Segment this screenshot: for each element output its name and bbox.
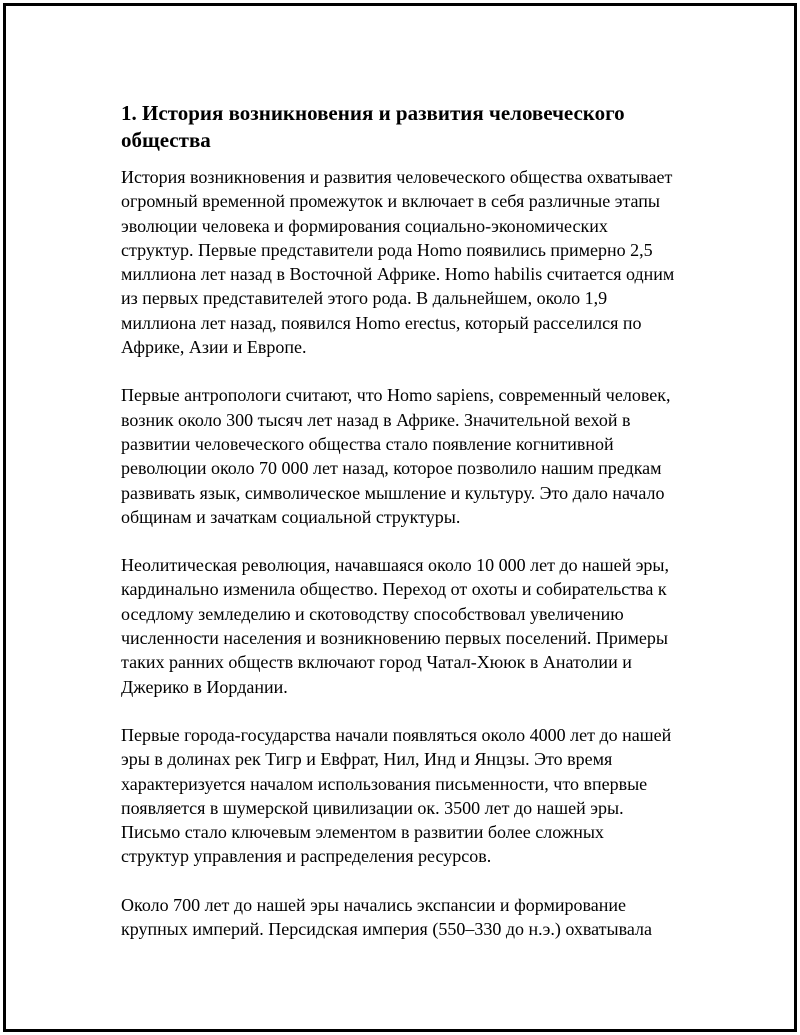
- text-line: оседлому земледелию и скотоводству способствовал увеличению: [121, 603, 624, 624]
- heading-line: общества: [121, 128, 211, 152]
- paragraph-city-states: [121, 723, 701, 869]
- paragraph-homo-sapiens: [121, 383, 701, 529]
- text-line: из первых представителей этого рода. В дальнейшем, около 1,9: [121, 288, 608, 309]
- heading-line: 1. История возникновения и развития человеческого: [121, 101, 625, 125]
- text-line: огромный временной промежуток и включает в себя различные этапы: [121, 191, 661, 212]
- text-line: кардинально изменила общество. Переход от охоты и собирательства к: [121, 579, 667, 600]
- text-line: эры в долинах рек Тигр и Евфрат, Нил, Инд и Янцзы. Это время: [121, 749, 613, 770]
- text-line: структур. Первые представители рода Homo появились примерно 2,5: [121, 239, 653, 260]
- text-line: возник около 300 тысяч лет назад в Африке. Значительной вехой в: [121, 409, 631, 430]
- text-line: численности населения и возникновению первых поселений. Примеры: [121, 628, 669, 649]
- paragraph-homo-origins: [121, 165, 701, 359]
- paragraph-empires: [121, 893, 701, 942]
- text-line: развивать язык, символическое мышление и культуру. Это дало начало: [121, 482, 665, 503]
- text-line: Неолитическая революция, начавшаяся около 10 000 лет до нашей эры,: [121, 555, 670, 576]
- text-line: Письмо стало ключевым элементом в развитии более сложных: [121, 822, 604, 843]
- text-line: появляется в шумерской цивилизации ок. 3500 лет до нашей эры.: [121, 797, 624, 818]
- text-line: структур управления и распределения ресурсов.: [121, 846, 492, 867]
- text-line: Около 700 лет до нашей эры начались экспансии и формирование: [121, 894, 626, 915]
- text-line: Африке, Азии и Европе.: [121, 337, 307, 358]
- text-line: крупных империй. Персидская империя (550–330 до н.э.) охватывала: [121, 919, 653, 940]
- page-border: [3, 3, 797, 1032]
- text-line: характеризуется началом использования письменности, что впервые: [121, 773, 648, 794]
- text-line: Первые города-государства начали появляться около 4000 лет до нашей: [121, 724, 672, 745]
- text-line: эволюции человека и формирования социально-экономических: [121, 215, 608, 236]
- text-line: Первые антропологи считают, что Homo sapiens, современный человек,: [121, 385, 671, 406]
- text-line: Джерико в Иордании.: [121, 676, 288, 697]
- document-body: [121, 100, 701, 965]
- section-heading: [121, 100, 701, 154]
- paragraph-neolithic: [121, 553, 701, 699]
- text-line: таких ранних обществ включают город Чатал-Хююк в Анатолии и: [121, 652, 632, 673]
- text-line: История возникновения и развития человеческого общества охватывает: [121, 167, 673, 187]
- text-line: общинам и зачаткам социальной структуры.: [121, 506, 461, 527]
- text-line: миллиона лет назад в Восточной Африке. Homo habilis считается одним: [121, 264, 675, 285]
- text-line: развитии человеческого общества стало появление когнитивной: [121, 433, 614, 454]
- text-line: миллиона лет назад, появился Homo erectus, который расселился по: [121, 312, 642, 333]
- text-line: революции около 70 000 лет назад, которое позволило нашим предкам: [121, 458, 662, 479]
